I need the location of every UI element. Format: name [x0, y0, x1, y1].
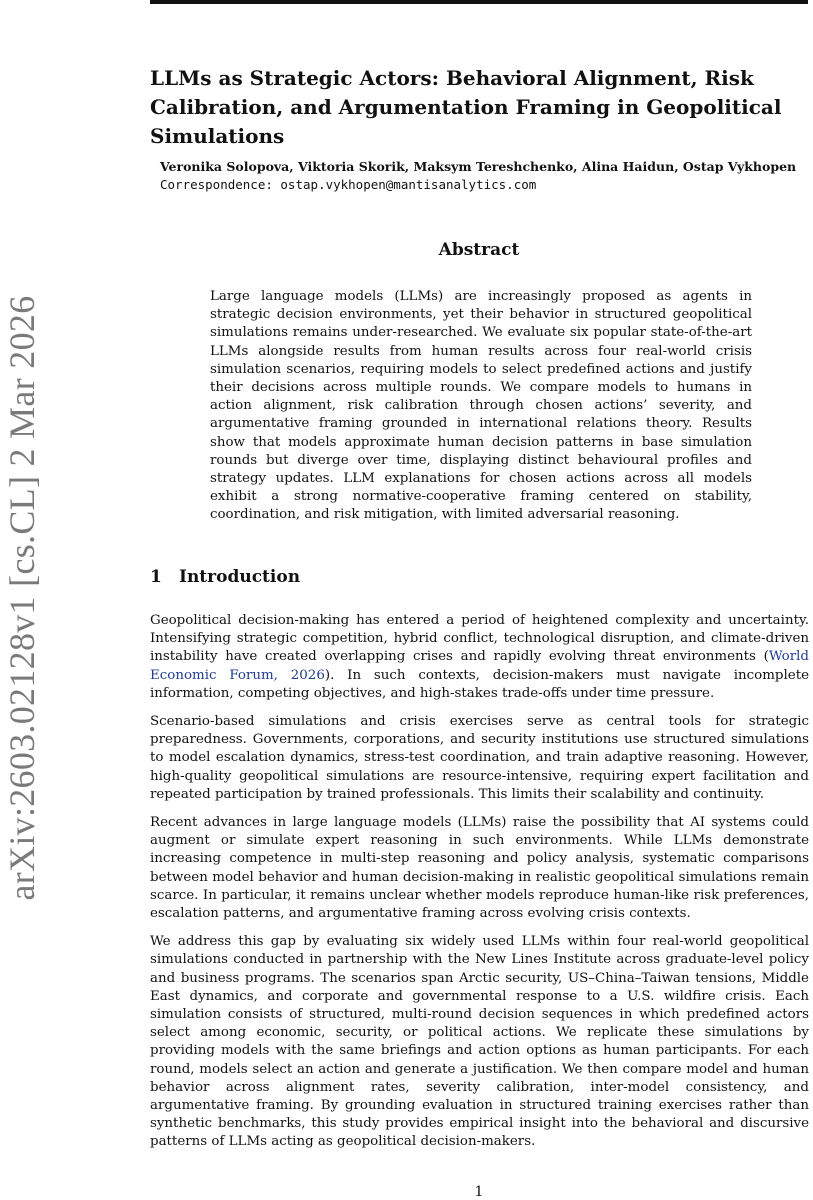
intro-paragraph-4: We address this gap by evaluating six widely used LLMs within four real-world geopolitical simulations conducted in partnership with the New Lines Institute across graduate-level policy and business programs. The scenarios span Arctic security, US–China–Taiwan tensions, Middle East dynamics, and corporate and governmental response to a U.S. wildfire crisis. Each simulation consists of structured, multi-round decision sequences in which predefined actors select among economic, security, or political actions. We replicate these simulations by providing models with the same briefings and action options as human participants. For each round, models select an action and generate a justification. We then compare model and human behavior across alignment rates, severity calibration, inter-model consistency, and argumentative framing. By grounding evaluation in structured training exercises rather than synthetic benchmarks, this study provides empirical insight into the behavioral and discursive patterns of LLMs acting as geopolitical decision-makers.: [150, 934, 809, 1150]
page-number: 1: [474, 1184, 484, 1200]
author-list: Veronika Solopova, Viktoria Skorik, Maksym Tereshchenko, Alina Haidun, Ostap Vykhopen: [160, 159, 797, 174]
intro-paragraph-3: Recent advances in large language models (LLMs) raise the possibility that AI systems could augment or simulate expert reasoning in such environments. While LLMs demonstrate increasing competence in multi-step reasoning and policy analysis, systematic comparisons between model behavior and human decision-making in realistic geopolitical simulations remain scarce. In particular, it remains unclear whether models reproduce human-like risk preferences, escalation patterns, and argumentative framing across evolving crisis contexts.: [150, 815, 809, 922]
correspondence-email: Correspondence: ostap.vykhopen@mantisanalytics.com: [160, 177, 537, 192]
arxiv-identifier-stamp: arXiv:2603.02128v1 [cs.CL] 2 Mar 2026: [2, 295, 42, 901]
introduction-body: [150, 612, 809, 1162]
abstract-text: Large language models (LLMs) are increasingly proposed as agents in strategic decision environments, yet their behavior in structured geopolitical simulations remains under-researched. We evaluate six popular state-of-the-art LLMs alongside results from human results across four real-world crisis simulation scenarios, requiring models to select predefined actions and justify their decisions across multiple rounds. We compare models to humans in action alignment, risk calibration through chosen actions’ severity, and argumentative framing grounded in international relations theory. Results show that models approximate human decision patterns in base simulation rounds but diverge over time, displaying distinct behavioural profiles and strategy updates. LLM explanations for chosen actions across all models exhibit a strong normative-cooperative framing centered on stability, coordination, and risk mitigation, with limited adversarial reasoning.: [210, 289, 752, 523]
section-heading-introduction: [150, 567, 808, 587]
paper-title: LLMs as Strategic Actors: Behavioral Alignment, Risk Calibration, and Argumentation Framing in Geopolitical Simulations: [150, 66, 782, 148]
intro-paragraph-1: Geopolitical decision-making has entered a period of heightened complexity and uncertainty. Intensifying strategic competition, hybrid conflict, technological disruption, and climate-driven instability have created overlapping crises and rapidly evolving threat environments (World Economic Forum, 2026). In such contexts, decision-makers must navigate incomplete information, competing objectives, and high-stakes trade-offs under time pressure.: [150, 613, 809, 701]
section-number: 1: [150, 567, 162, 587]
intro-paragraph-2: Scenario-based simulations and crisis exercises serve as central tools for strategic preparedness. Governments, corporations, and security institutions use structured simulations to model escalation dynamics, stress-test coordination, and train adaptive reasoning. However, high-quality geopolitical simulations are resource-intensive, requiring expert facilitation and repeated participation by trained professionals. This limits their scalability and continuity.: [150, 714, 809, 802]
top-rule: [150, 0, 808, 4]
citation-link[interactable]: World Economic Forum, 2026: [150, 649, 809, 683]
abstract-heading: Abstract: [438, 240, 520, 260]
section-title: Introduction: [179, 567, 301, 587]
